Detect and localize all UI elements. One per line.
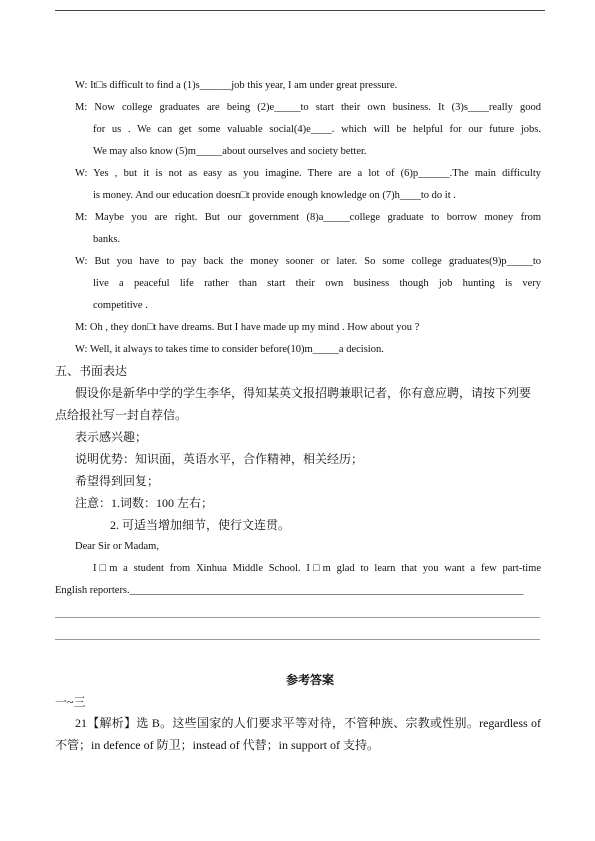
dialogue-line: M: Now college graduates are being (2)e_____to start their own business. It (3)s____really good [75,102,541,113]
dialogue-line: live a peaceful life rather than start their own business though job hunting is very [93,278,541,289]
dialogue-line: W: Well, it always to takes time to consider before(10)m_____a decision. [75,344,384,355]
writing-blank-line [55,617,540,618]
writing-blank-line [55,639,540,640]
requirement-point: 说明优势：知识面，英语水平，合作精神，相关经历； [75,452,364,466]
section-heading: 五、书面表达 [55,364,128,378]
letter-salutation: Dear Sir or Madam, [75,541,159,552]
dialogue-line: We may also know (5)m_____about ourselves and society better. [93,146,367,157]
note-line: 2. 可适当增加细节，使行文连贯。 [110,518,291,532]
dialogue-line: for us . We can get some valuable social(4)e____. which will be helpful for our future jobs. [93,124,541,135]
prompt-line: 点给报社写一封自荐信。 [55,408,188,422]
note-line: 注意：1.词数：100 左右； [75,496,214,510]
explanation-line: 21【解析】选 B。这些国家的人们要求平等对待，不管种族、宗教或性别。regardless of [75,716,541,730]
prompt-line: 假设你是新华中学的学生李华，得知某英文报招聘兼职记者，你有意应聘，请按下列要 [75,386,532,400]
top-rule [55,10,545,11]
dialogue-line: M: Maybe you are right. But our government (8)a_____college graduate to borrow money from [75,212,541,223]
dialogue-line: W: But you have to pay back the money sooner or later. So some college graduates(9)p_____to [75,256,541,267]
dialogue-line: W: It□s difficult to find a (1)s______job this year, I am under great pressure. [75,80,398,91]
answers-title: 参考答案 [285,673,334,687]
dialogue-line: M: Oh , they don□t have dreams. But I have made up my mind . How about you ? [75,322,420,333]
dialogue-line: competitive . [93,300,148,311]
explanation-line: 不管；in defence of 防卫；instead of 代替；in support of 支持。 [55,738,379,752]
dialogue-line: banks. [93,234,121,245]
dialogue-line: is money. And our education doesn□t provide enough knowledge on (7)h____to do it . [93,190,456,201]
answers-section-label: 一~三 [55,695,86,709]
requirement-point: 表示感兴趣； [75,430,148,444]
letter-line: English reporters.___________________________________________________________________________ [55,585,524,596]
dialogue-line: W: Yes , but it is not as easy as you imagine. There are a lot of (6)p______.The main difficulty [75,168,541,179]
letter-line: I□m a student from Xinhua Middle School. I□m glad to learn that you want a few part-time [93,563,541,574]
requirement-point: 希望得到回复； [75,474,160,488]
